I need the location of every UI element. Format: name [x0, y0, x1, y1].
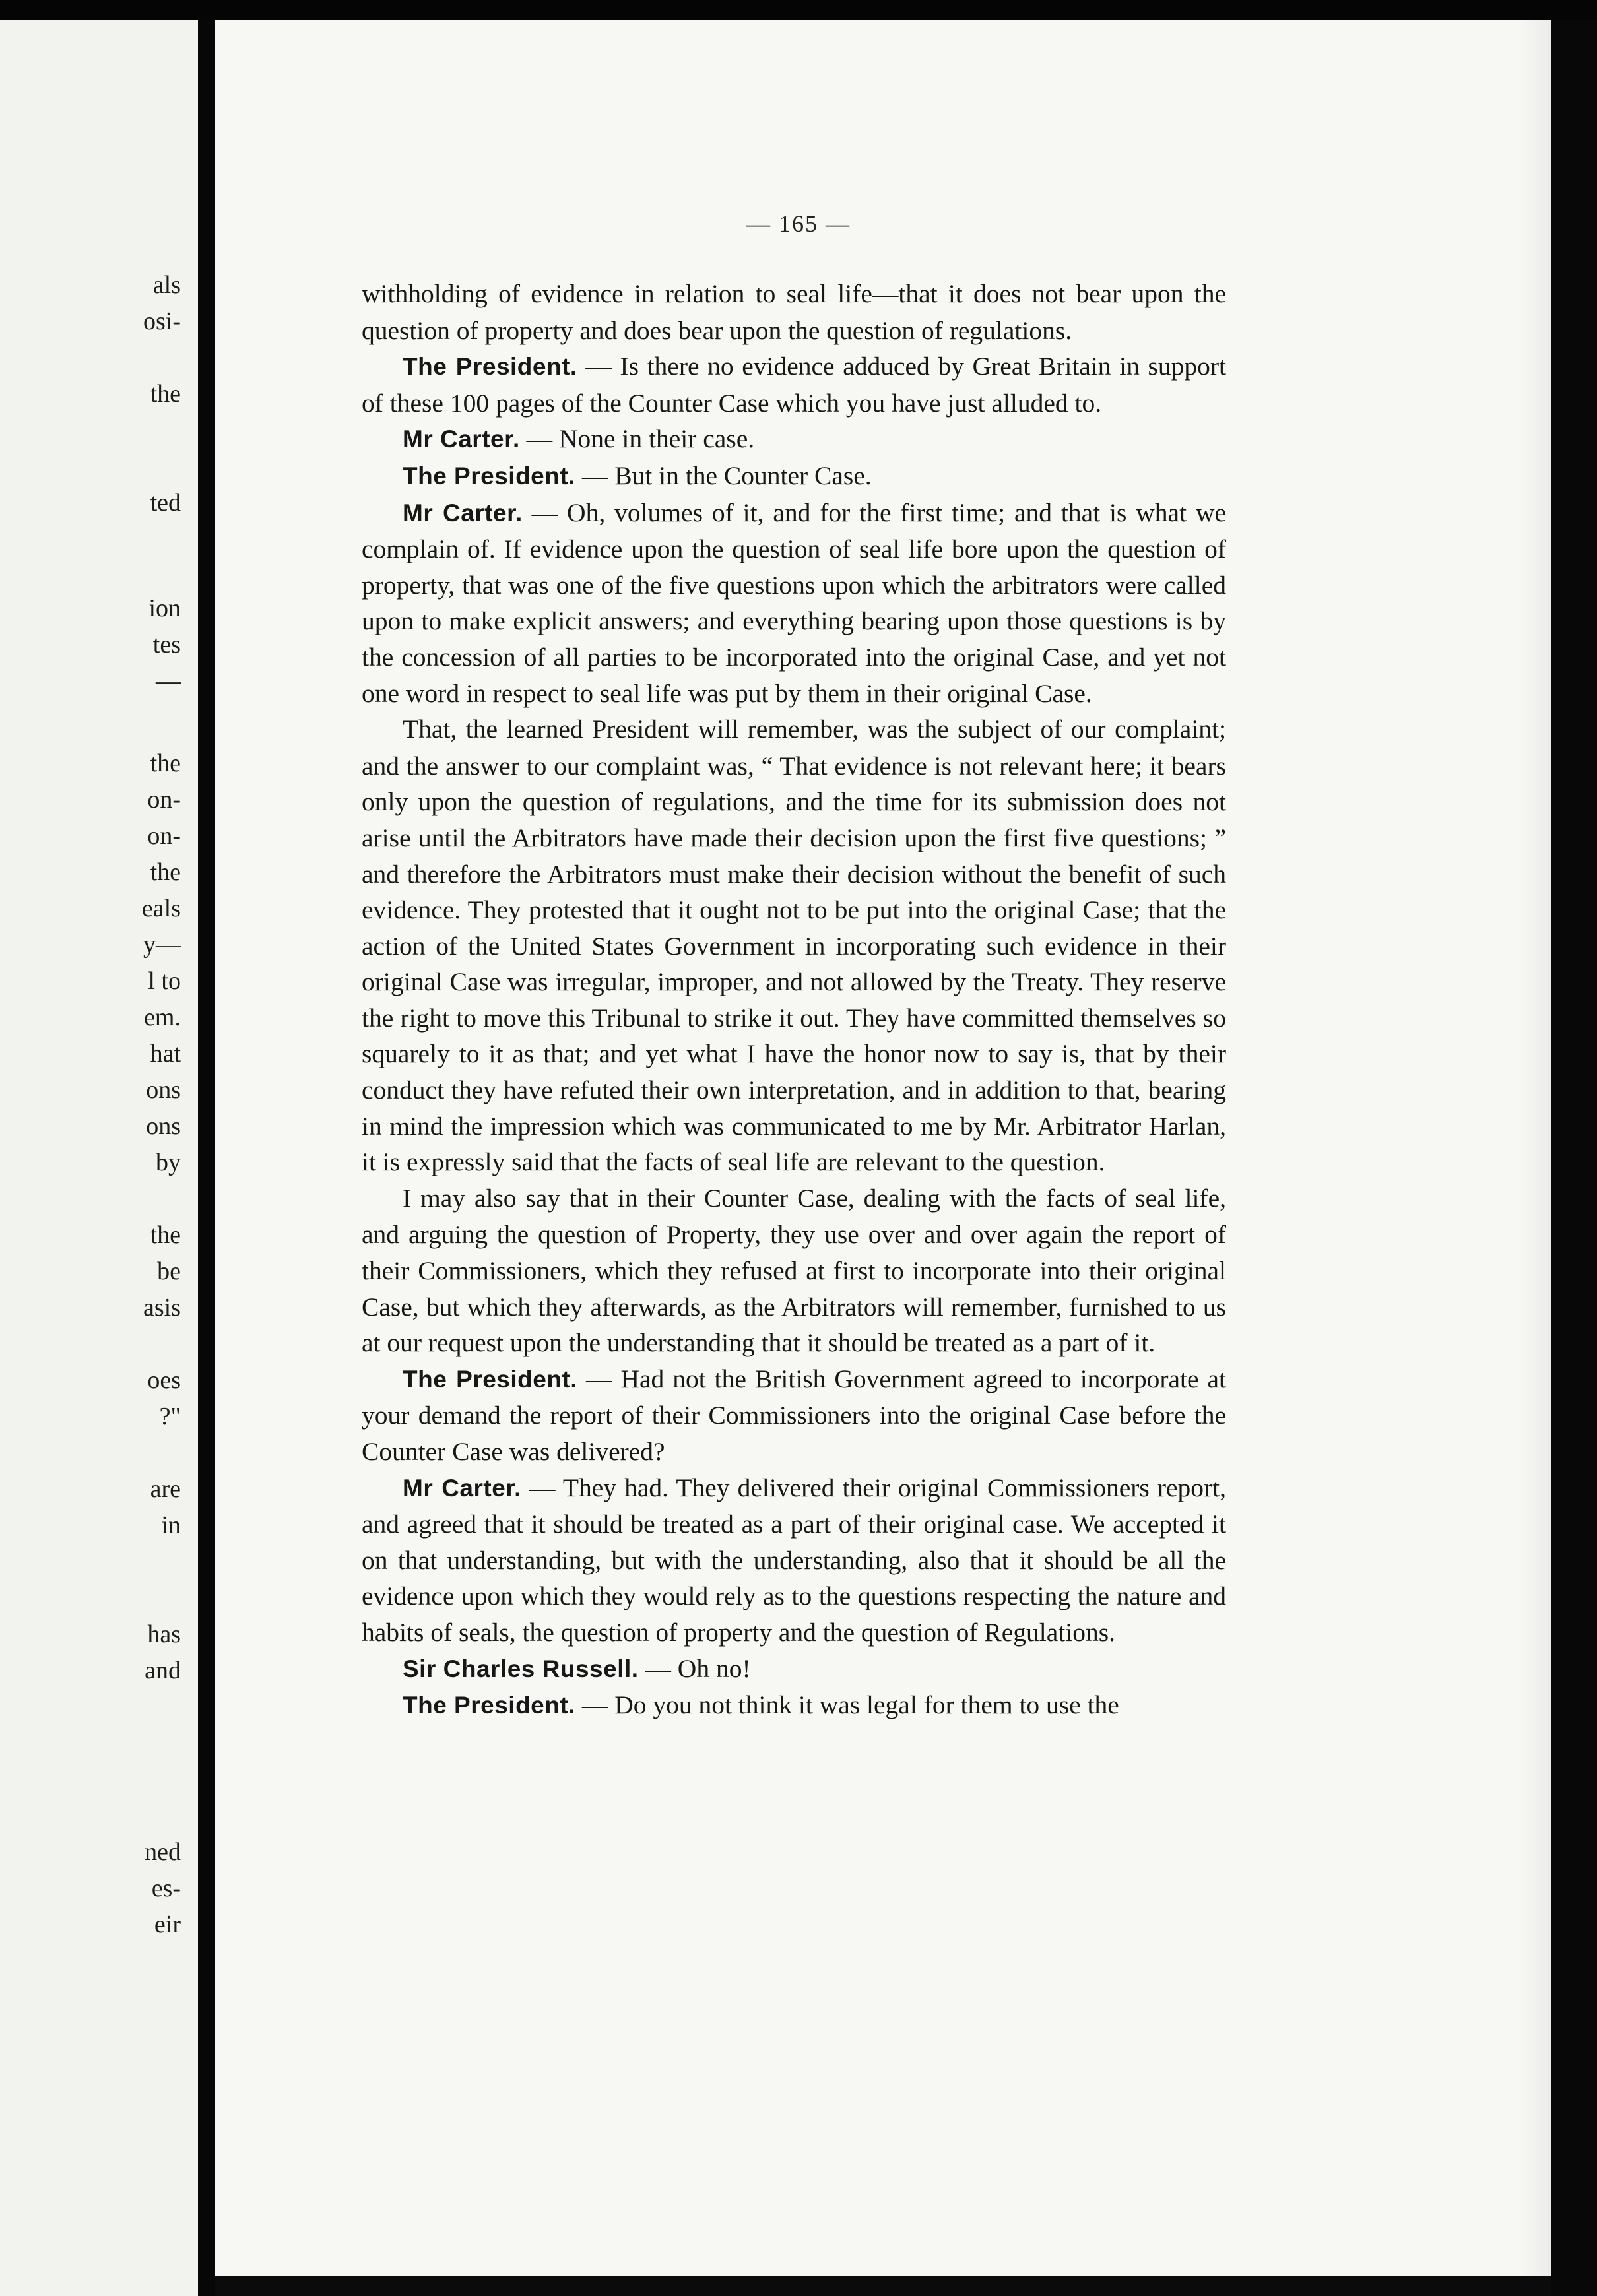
left-page-fragment: the	[150, 380, 181, 408]
paragraph-text: withholding of evidence in relation to seal life—that it does not bear upon the question of property and does bear upon the question of regulations.	[362, 279, 1226, 345]
page-number: — 165 —	[746, 210, 851, 237]
paragraph	[362, 1180, 1226, 1361]
paragraph	[362, 1470, 1226, 1651]
speaker: The President.	[403, 1365, 578, 1393]
left-page-fragment: ned	[145, 1838, 181, 1866]
paragraph-text: — Do you not think it was legal for them to use the	[575, 1690, 1119, 1720]
left-page-fragment: ted	[150, 489, 181, 517]
left-page-fragment: on-	[147, 786, 181, 813]
left-page-fragment: osi-	[143, 307, 181, 335]
speaker: The President.	[403, 1692, 575, 1719]
transcript-body	[362, 276, 1226, 1724]
left-page-fragment: als	[152, 271, 181, 299]
left-page-fragment: the	[150, 749, 181, 777]
paragraph-text: — But in the Counter Case.	[575, 461, 872, 490]
left-page-fragment: hat	[150, 1040, 181, 1068]
paragraph	[362, 348, 1226, 421]
left-page-fragment: the	[150, 1221, 181, 1249]
left-page-fragment: in	[161, 1512, 181, 1539]
left-page-fragment: be	[157, 1258, 181, 1285]
scan-right-border	[1551, 20, 1597, 2296]
left-page-fragment: the	[150, 858, 181, 886]
paragraph	[362, 1687, 1226, 1724]
speaker: Mr Carter.	[403, 1474, 521, 1502]
paragraph	[362, 711, 1226, 1180]
paragraph-text: That, the learned President will remember, was the subject of our complaint; and the answer to our complaint was, “ That evidence is not relevant here; it bears only upon the question of regulations, and the time for its submission does not arise until the Arbitrators have made their decision upon the first five questions; ” and therefore the Arbitrators must make their decision without the benefit of such evidence. They protested that it ought not to be put into the original Case; that the action of the United States Government in incorporating such evidence in their original Case was irregular, improper, and not allowed by the Treaty. They reserve the right to move this Tribunal to strike it out. They have committed themselves so squarely to it as that; and yet what I have the honor now to say is, that by their conduct they have refuted their own interpretation, and in addition to that, bearing in mind the impression which was communicated to me by Mr. Arbitrator Harlan, it is expressly said that the facts of seal life are relevant to the question.	[362, 715, 1226, 1177]
paragraph-text: I may also say that in their Counter Case, dealing with the facts of seal life, and arguing the question of Property, they use over and over again the report of their Commissioners, which they refused at first to incorporate into their original Case, but which they afterwards, as the Arbitrators will remember, furnished to us at our request upon the understanding that it should be treated as a part of it.	[362, 1183, 1226, 1358]
paragraph	[362, 1361, 1226, 1470]
paragraph	[362, 1651, 1226, 1688]
left-page-fragment: —	[156, 667, 181, 695]
paragraph	[362, 276, 1226, 348]
left-page-edge	[0, 20, 198, 2296]
left-page-fragment: l to	[148, 967, 181, 995]
left-page-fragment: eals	[141, 895, 181, 922]
paragraph-text: — None in their case.	[519, 424, 755, 454]
left-page-fragment: eir	[154, 1911, 181, 1938]
paragraph	[362, 421, 1226, 458]
left-page-fragment: oes	[147, 1366, 181, 1394]
speaker: Sir Charles Russell.	[403, 1655, 639, 1682]
left-page-fragment: ion	[148, 594, 181, 622]
left-page-fragment: on-	[147, 822, 181, 850]
left-page-fragment: es-	[151, 1874, 181, 1902]
left-page-fragment: asis	[143, 1294, 181, 1322]
left-page-fragment: by	[156, 1149, 181, 1176]
paragraph	[362, 458, 1226, 495]
left-page-fragment: has	[147, 1620, 181, 1648]
left-page-fragment: ons	[146, 1076, 181, 1104]
left-page-fragment: ?"	[159, 1403, 181, 1430]
left-page-fragment: tes	[152, 631, 181, 658]
paragraph-text: — Had not the British Government agreed to incorporate at your demand the report of their Commissioners into the original Case before the Counter Case was delivered?	[362, 1364, 1227, 1466]
left-page-fragment: em.	[144, 1004, 181, 1031]
speaker: Mr Carter.	[403, 499, 523, 526]
speaker: The President.	[403, 462, 575, 490]
speaker: The President.	[403, 353, 577, 381]
paragraph-text: — Is there no evidence adduced by Great Britain in support of these 100 pages of the Counter Case which you have just alluded to.	[362, 352, 1226, 418]
scan-bottom-border	[215, 2276, 1551, 2296]
paragraph-text: — They had. They delivered their original Commissioners report, and agreed that it should be treated as a part of their original case. We accepted it on that understanding, but with the understanding, also that it should be all the evidence upon which they would rely as to the questions respecting the nature and habits of seals, the question of property and the question of Regulations.	[362, 1473, 1227, 1647]
paragraph-text: — Oh no!	[638, 1653, 751, 1683]
left-page-fragment: ons	[146, 1112, 181, 1140]
scan-top-border	[0, 0, 1597, 20]
paragraph	[362, 495, 1226, 712]
speaker: Mr Carter.	[403, 426, 520, 453]
left-page-fragment: are	[150, 1475, 181, 1503]
left-page-fragment: y—	[143, 931, 181, 959]
left-page-fragment: and	[145, 1657, 181, 1684]
book-gutter	[198, 20, 215, 2296]
paragraph-text: — Oh, volumes of it, and for the first time; and that is what we complain of. If evidence upon the question of seal life bore upon the question of property, that was one of the five questions upon which the arbitrators were called upon to make explicit answers; and everything bearing upon those questions is by the concession of all parties to be incorporated into the original Case, and yet not one word in respect to seal life was put by them in their original Case.	[362, 497, 1227, 708]
